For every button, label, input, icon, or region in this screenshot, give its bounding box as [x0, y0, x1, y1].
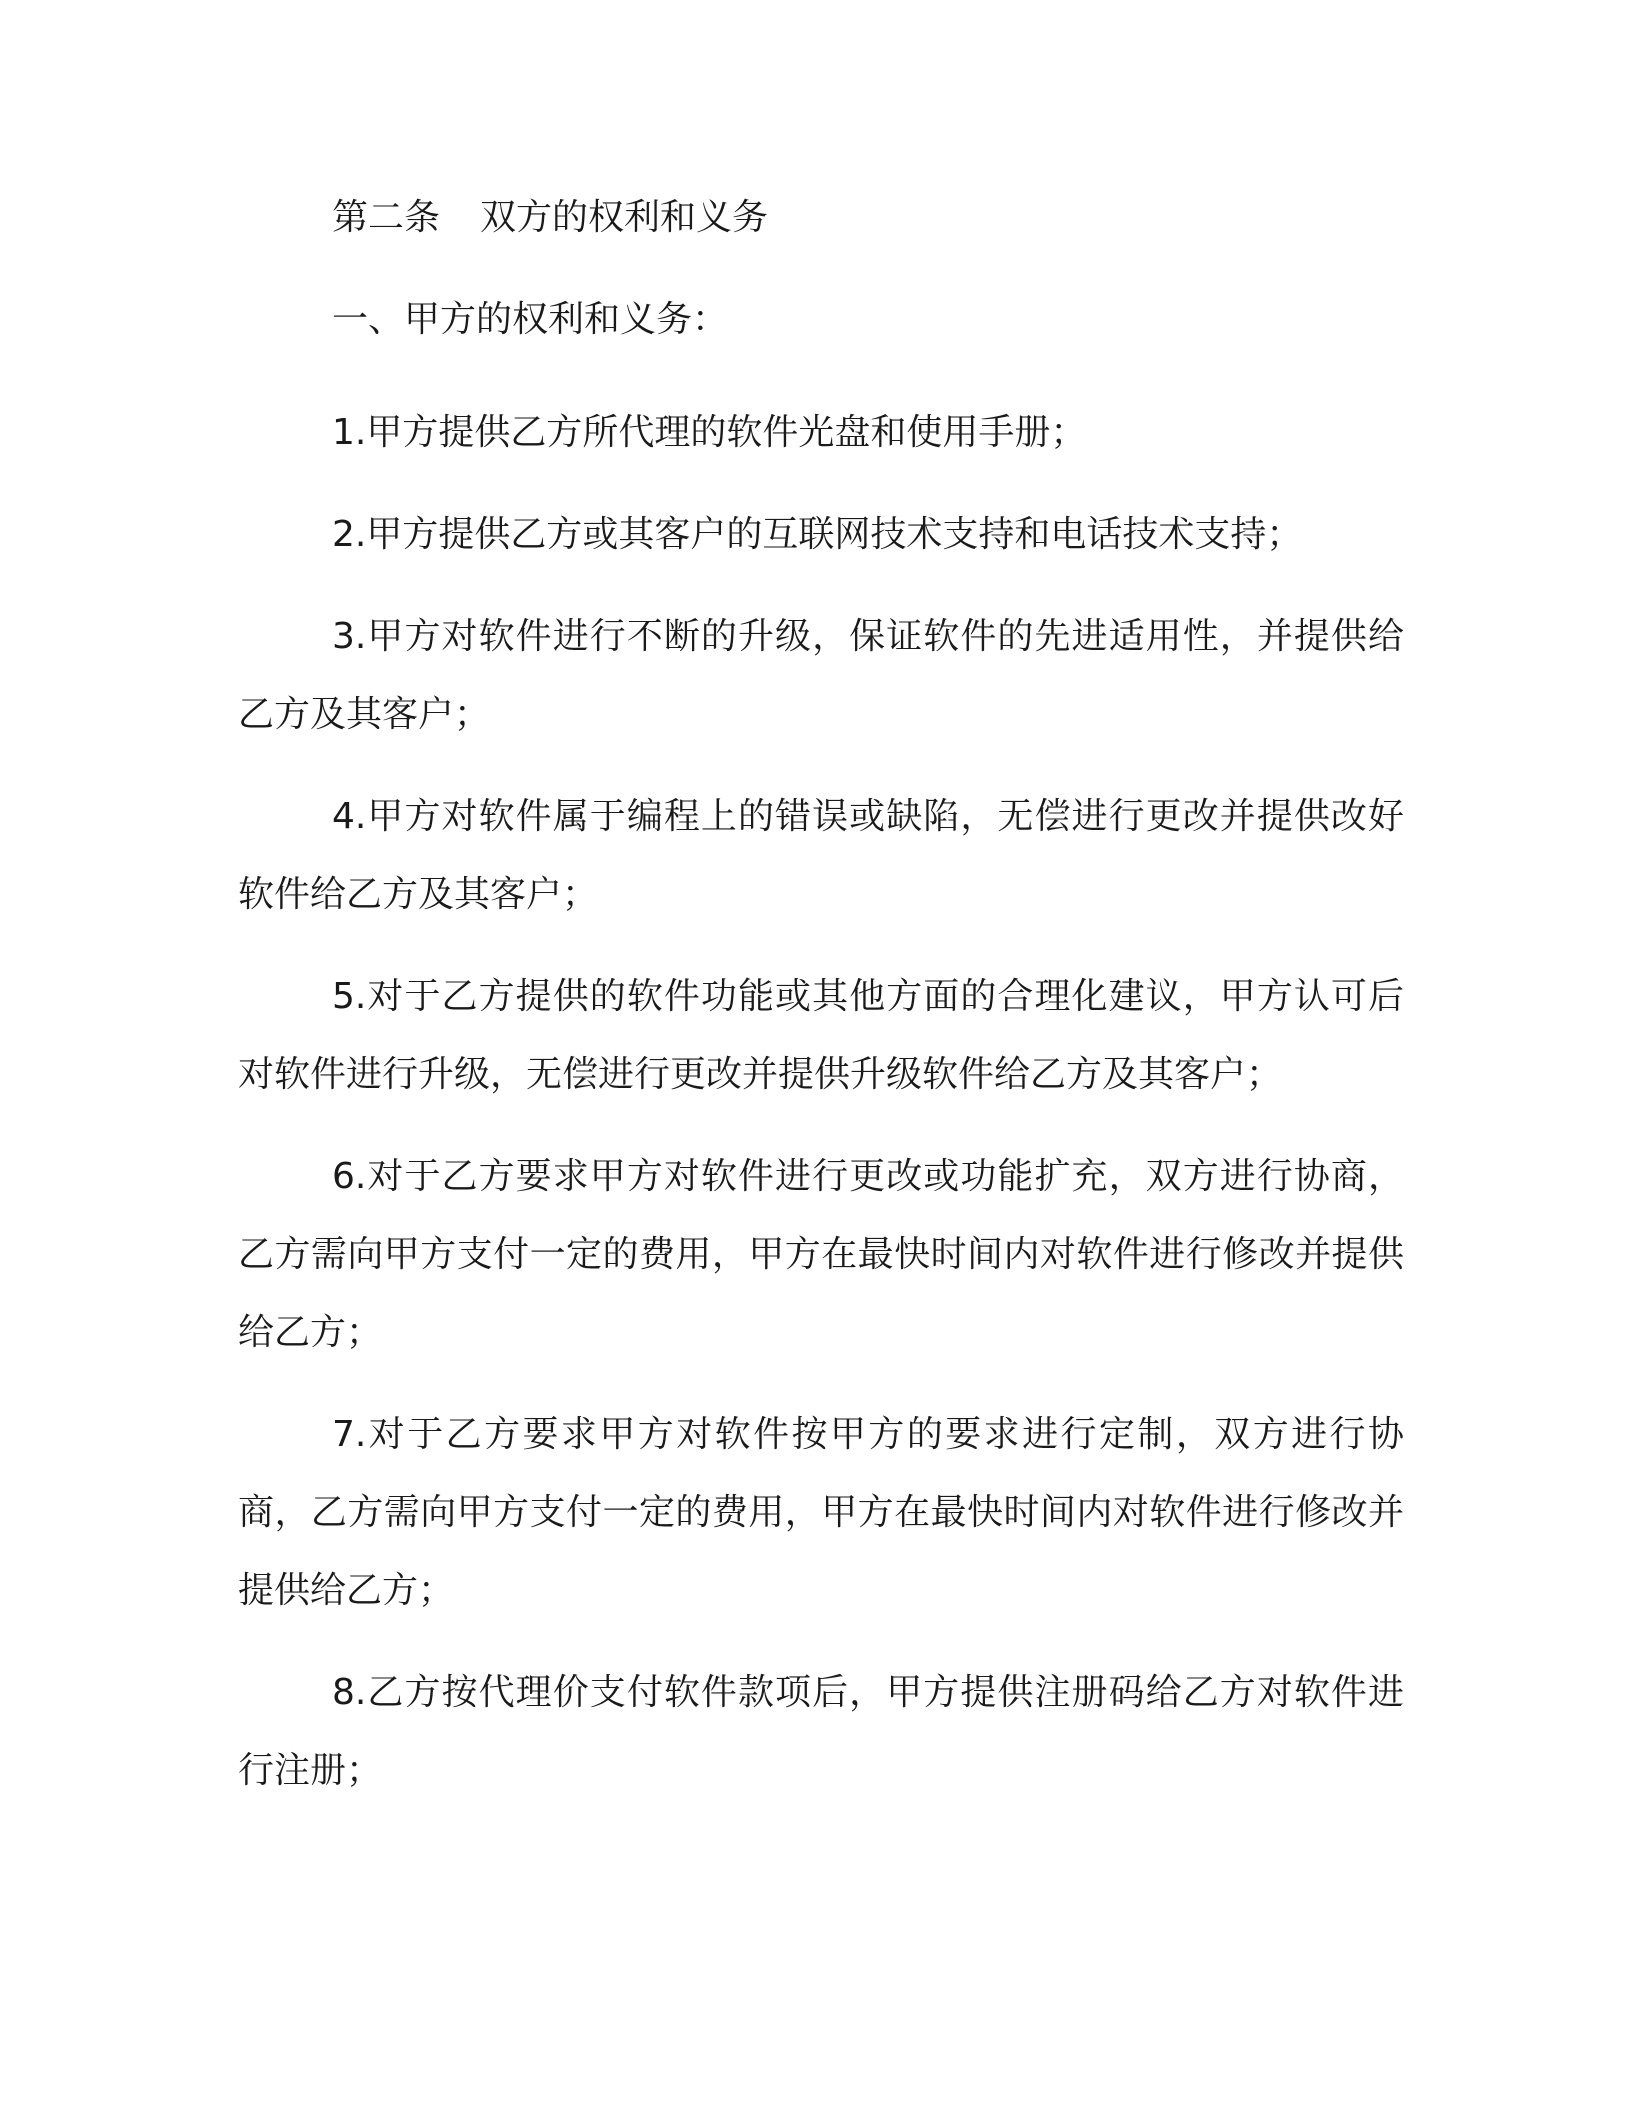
list-item-8: 8.乙方按代理价支付软件款项后，甲方提供注册码给乙方对软件进行注册；: [238, 1672, 1404, 1791]
list-item-7: 7.对于乙方要求甲方对软件按甲方的要求进行定制，双方进行协商，乙方需向甲方支付一定的费用，甲方在最快时间内对软件进行修改并提供给乙方；: [238, 1414, 1404, 1611]
list-item-1: 1.甲方提供乙方所代理的软件光盘和使用手册；: [332, 412, 1087, 453]
list-item-6: 6.对于乙方要求甲方对软件进行更改或功能扩充，双方进行协商，乙方需向甲方支付一定的费用，甲方在最快时间内对软件进行修改并提供给乙方；: [238, 1156, 1404, 1353]
list-item-4: 4.甲方对软件属于编程上的错误或缺陷，无偿进行更改并提供改好软件给乙方及其客户；: [238, 796, 1404, 915]
article-heading: [238, 190, 1404, 246]
list-item-3: 3.甲方对软件进行不断的升级，保证软件的先进适用性，并提供给乙方及其客户；: [238, 616, 1404, 735]
section-heading: 一、甲方的权利和义务：: [332, 299, 729, 340]
article-number: 第二条: [332, 197, 441, 238]
list-item-2: 2.甲方提供乙方或其客户的互联网技术支持和电话技术支持；: [332, 514, 1303, 555]
article-title: 双方的权利和义务: [480, 197, 769, 238]
list-item-5: 5.对于乙方提供的软件功能或其他方面的合理化建议，甲方认可后对软件进行升级，无偿进行更改并提供升级软件给乙方及其客户；: [238, 976, 1404, 1095]
document-body: [238, 190, 1404, 1834]
